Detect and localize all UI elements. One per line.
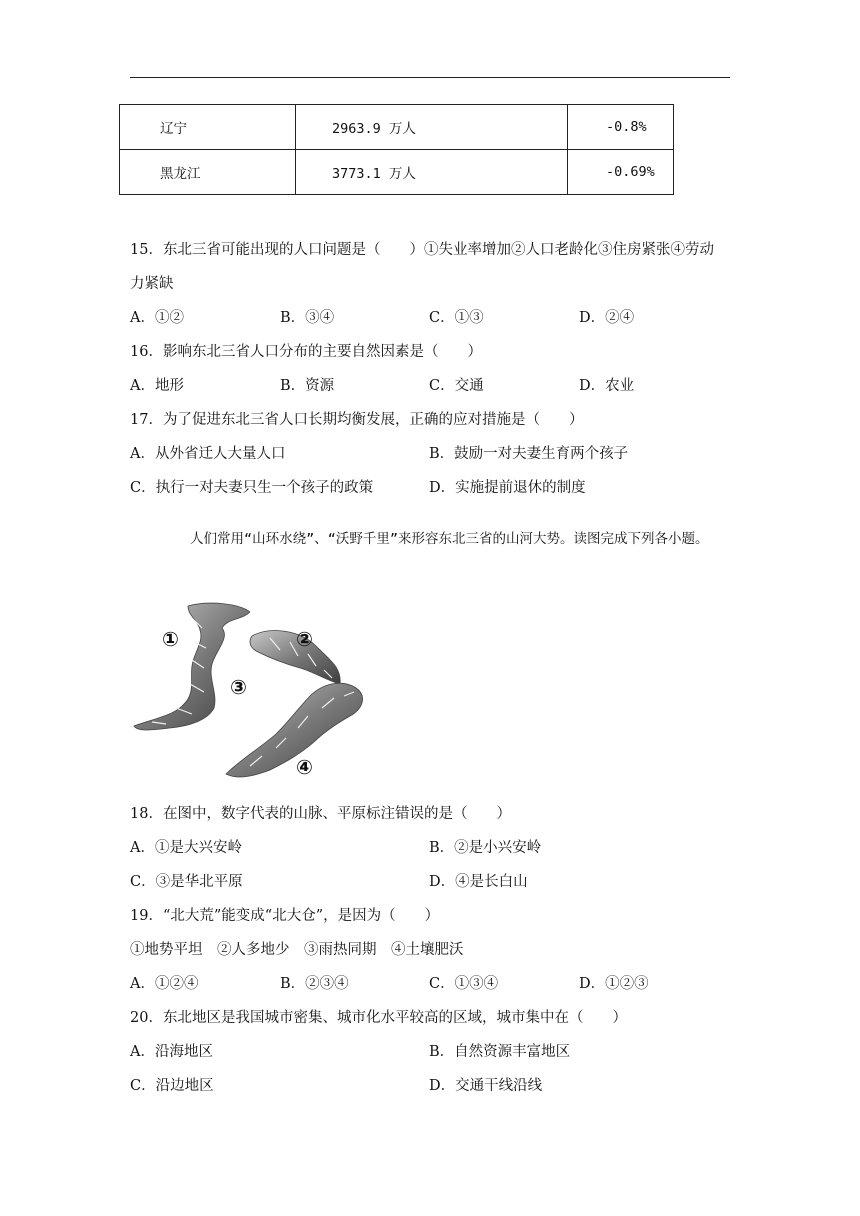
population-table	[119, 104, 674, 195]
q15-option-c[interactable]: C．①③	[429, 310, 484, 326]
q16-option-b[interactable]: B．资源	[280, 378, 335, 394]
q20-option-a[interactable]: A．沿海地区	[130, 1044, 213, 1060]
q17-option-a[interactable]: A．从外省迁人大量人口	[130, 446, 286, 462]
q20-stem: 20．东北地区是我国城市密集、城市化水平较高的区域，城市集中在（ ）	[130, 1010, 627, 1026]
map-label-1: ①	[162, 627, 179, 651]
mountains-illustration	[130, 598, 380, 780]
table-row	[120, 150, 674, 195]
header-rule	[130, 77, 730, 78]
q17-option-b[interactable]: B．鼓励一对夫妻生育两个孩子	[429, 446, 629, 462]
q18-option-c[interactable]: C．③是华北平原	[130, 874, 243, 890]
map-label-4: ④	[296, 755, 313, 779]
rate-cell: -0.8%	[568, 105, 674, 150]
q16-option-d[interactable]: D．农业	[579, 378, 635, 394]
q17-option-c[interactable]: C．执行一对夫妻只生一个孩子的政策	[130, 480, 374, 496]
province-cell: 黑龙江	[120, 150, 296, 195]
q19-stem: 19．“北大荒”能变成“北大仓”，是因为（ ）	[130, 908, 440, 924]
q17-option-d[interactable]: D．实施提前退休的制度	[429, 480, 586, 496]
northeast-mountains-map	[130, 598, 380, 780]
q17-stem: 17．为了促进东北三省人口长期均衡发展，正确的应对措施是（ ）	[130, 412, 584, 428]
rate-cell: -0.69%	[568, 150, 674, 195]
q19-option-d[interactable]: D．①②③	[579, 976, 649, 992]
q16-option-c[interactable]: C．交通	[429, 378, 484, 394]
q19-option-b[interactable]: B．②③④	[280, 976, 349, 992]
q15-option-a[interactable]: A．①②	[130, 310, 184, 326]
table-row	[120, 105, 674, 150]
q18-option-b[interactable]: B．②是小兴安岭	[429, 840, 542, 856]
q18-option-a[interactable]: A．①是大兴安岭	[130, 840, 242, 856]
map-label-3: ③	[230, 675, 247, 699]
q19-items: ①地势平坦 ②人多地少 ③雨热同期 ④土壤肥沃	[130, 942, 464, 958]
q15-stem-cont: 力紧缺	[130, 276, 174, 292]
q16-stem: 16．影响东北三省人口分布的主要自然因素是（ ）	[130, 344, 482, 360]
population-cell: 2963.9 万人	[296, 105, 568, 150]
q19-option-a[interactable]: A．①②④	[130, 976, 199, 992]
q19-option-c[interactable]: C．①③④	[429, 976, 499, 992]
map-intro-text: 人们常用“山环水绕”、“沃野千里”来形容东北三省的山河大势。读图完成下列各小题。	[190, 531, 709, 547]
province-cell: 辽宁	[120, 105, 296, 150]
q16-option-a[interactable]: A．地形	[130, 378, 184, 394]
map-label-2: ②	[296, 627, 313, 651]
q20-option-d[interactable]: D．交通干线沿线	[429, 1078, 543, 1094]
q20-option-c[interactable]: C．沿边地区	[130, 1078, 214, 1094]
q20-option-b[interactable]: B．自然资源丰富地区	[429, 1044, 571, 1060]
population-cell: 3773.1 万人	[296, 150, 568, 195]
q15-option-d[interactable]: D．②④	[579, 310, 635, 326]
q18-stem: 18．在图中，数字代表的山脉、平原标注错误的是（ ）	[130, 806, 511, 822]
q15-option-b[interactable]: B．③④	[280, 310, 335, 326]
q18-option-d[interactable]: D．④是长白山	[429, 874, 528, 890]
q15-stem: 15．东北三省可能出现的人口问题是（ ）①失业率增加②人口老龄化③住房紧张④劳动	[130, 242, 714, 258]
